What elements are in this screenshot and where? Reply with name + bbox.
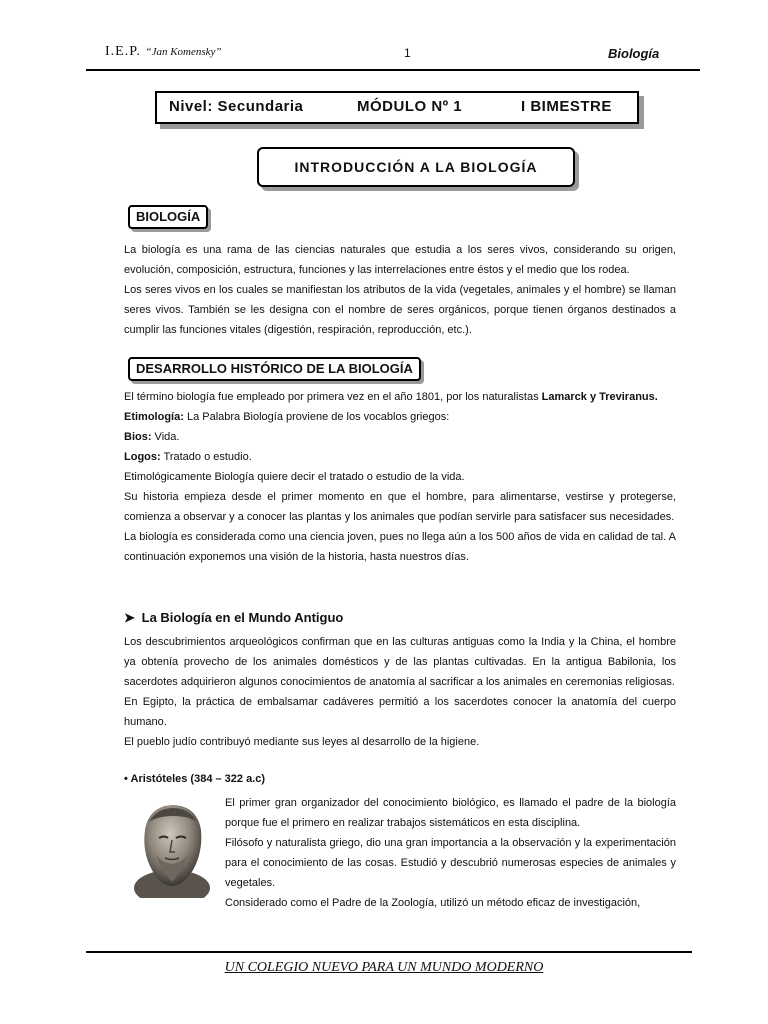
paragraph: Bios: Vida. [124,431,180,443]
header-subject: Biología [608,46,660,61]
aristoteles-heading [124,773,265,785]
module-level: Nivel: Secundaria [169,98,304,115]
footer-divider [86,951,692,953]
module-number: MÓDULO Nº 1 [357,98,463,115]
subheading-mundo-antiguo [124,610,343,626]
page-number: 1 [404,46,411,60]
paragraph: El término biología fue empleado por primera vez en el año 1801, por los naturalistas Lamarck y Treviranus. [124,391,658,403]
section-tag-biologia: BIOLOGÍA [128,205,208,229]
paragraph: La biología es una rama de las ciencias naturales que estudia a los seres vivos, considerando su origen, evolución, composición, estructura, funciones y las interrelaciones entre éstos y el medio que los rodea. [124,244,676,276]
paragraph: La biología es considerada como una ciencia joven, pues no llega aún a los 500 años de vida en calidad de tal. A continuación exponemos una visión de la historia, hasta nuestros días. [124,531,676,563]
aristoteles-text [225,793,676,913]
bullet-icon: • [124,773,128,785]
footer-motto: UN COLEGIO NUEVO PARA UN MUNDO MODERNO [224,960,544,975]
subheading-text: La Biología en el Mundo Antiguo [141,610,344,625]
header-school-name: “Jan Komensky” [145,46,222,58]
paragraph: Logos: Tratado o estudio. [124,451,252,463]
paragraph: Etimología: La Palabra Biología proviene de los vocablos griegos: [124,411,450,423]
module-term: I BIMESTRE [521,98,612,115]
paragraph: Los seres vivos en los cuales se manifiestan los atributos de la vida (vegetales, animales y el hombre) se llaman seres vivos. También se les designa con el nombre de seres orgánicos, porque tienen órganos destinados a cumplir las funciones vitales (digestión, respiración, reproducción, etc.). [124,284,676,336]
section-tag-historia: DESARROLLO HISTÓRICO DE LA BIOLOGÍA [128,357,421,381]
paragraph: En Egipto, la práctica de embalsamar cadáveres permitió a los sacerdotes conocer la anatomía del cuerpo humano. [124,696,676,728]
paragraph: Etimológicamente Biología quiere decir el tratado o estudio de la vida. [124,471,465,483]
paragraph: Su historia empieza desde el primer momento en que el hombre, para alimentarse, vestirse y protegerse, comienza a observar y a conocer las plantas y los animales que podían servirle para satisfacer sus necesidades. [124,491,676,523]
paragraph: El pueblo judío contribuyó mediante sus leyes al desarrollo de la higiene. [124,736,480,748]
aristoteles-heading-text: Aristóteles (384 – 322 a.c) [130,773,266,785]
aristotle-bust-image [131,800,213,898]
biologia-text [124,240,676,340]
paragraph: El primer gran organizador del conocimiento biológico, es llamado el padre de la biología porque fue el primero en realizar trabajos sistemáticos en esta disciplina. [225,797,676,829]
page-title: INTRODUCCIÓN A LA BIOLOGÍA [257,147,575,187]
module-banner [155,91,639,124]
header-divider [86,69,700,71]
paragraph: Considerado como el Padre de la Zoología, utilizó un método eficaz de investigación, [225,897,641,909]
paragraph: Los descubrimientos arqueológicos confirman que en las culturas antiguas como la India y la China, el hombre ya obtenía provecho de los animales domésticos y de las plantas cultivadas. En la antigua Babilonia, los sacerdotes adquirieron algunos conocimientos de anatomía al sacrificar a los animales en ceremonias religiosas. [124,636,676,688]
historia-text [124,387,676,567]
header-school [105,44,222,60]
paragraph: Filósofo y naturalista griego, dio una gran importancia a la observación y la experimentación para el conocimiento de las cosas. Estudió y descubrió numerosas especies de animales y vegetales. [225,837,676,889]
header-prefix: I.E.P. [105,44,141,59]
mundo-antiguo-text [124,632,676,752]
arrow-bullet-icon: ➤ [124,610,135,625]
